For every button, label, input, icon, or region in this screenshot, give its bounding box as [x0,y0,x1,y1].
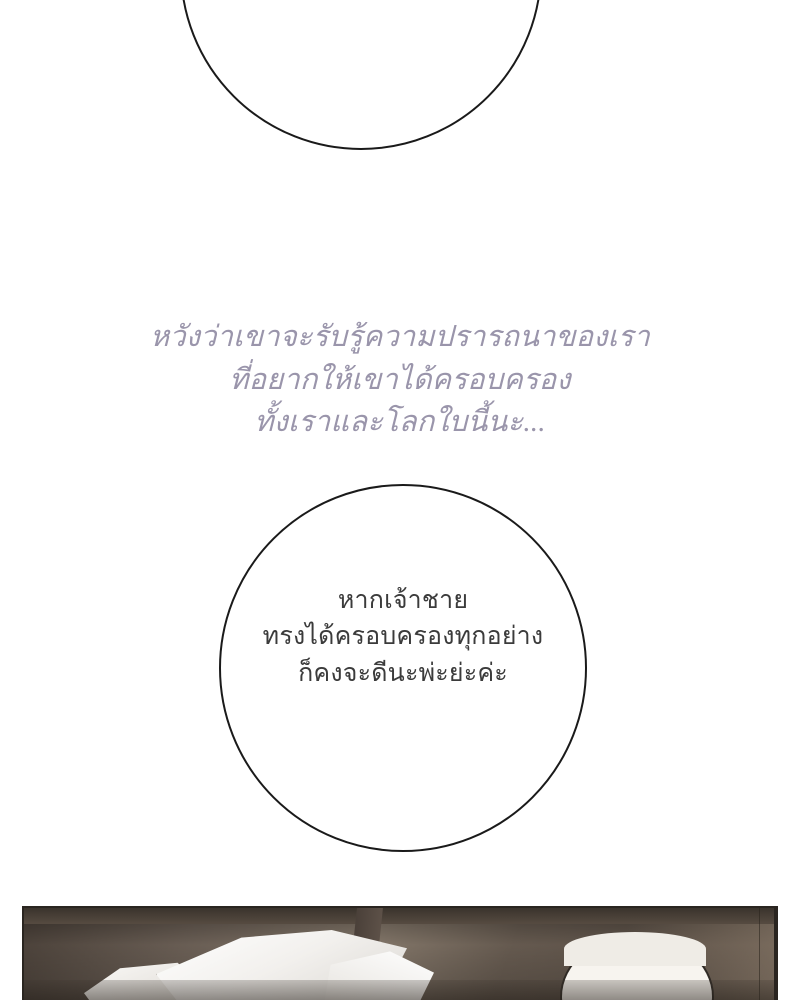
panel-border-right [774,908,776,1000]
narration-line-3: ทั้งเราและโลกใบนี้นะ... [254,406,546,439]
narration-line-2: ที่อยากให้เขาได้ครอบครอง [229,363,571,396]
speech-bubble-top [180,0,542,150]
panel-inner-divider [759,908,760,1000]
speech-bubble-lower-text [221,582,585,691]
narration-caption [0,316,800,444]
panel-floor [24,980,776,1000]
comic-panel-bottom [22,906,778,1000]
bubble-line-2: ทรงได้ครอบครองทุกอย่าง [262,622,544,651]
ceiling-beam-horizontal [24,908,776,924]
character-hair [564,932,706,966]
speech-bubble-lower [219,484,587,852]
bubble-line-3: ก็คงจะดีนะพ่ะย่ะค่ะ [298,658,508,687]
narration-line-1: หวังว่าเขาจะรับรู้ความปรารถนาของเรา [149,321,651,353]
bubble-line-1: หากเจ้าชาย [337,586,469,614]
